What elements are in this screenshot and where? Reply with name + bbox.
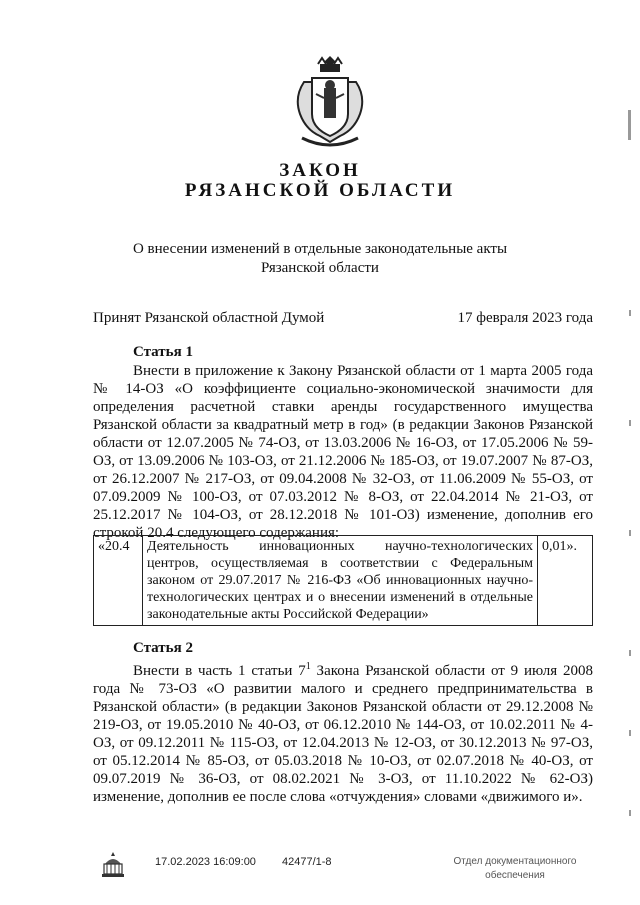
article2-body-end: Закона Рязанской области от 9 июля 2008 года № 73-ОЗ «О развитии малого и среднего предпринимательства в Рязанской области» (в редакции Законов Рязанской области от 29.12.2008 № 219-ОЗ, от 19.05.2010 № 40-ОЗ, от 06.12.2010 № 144-ОЗ, от 10.02.2011 № 4-ОЗ, от 09.12.2011 № 115-ОЗ, от 12.04.2013 № 12-ОЗ, от 30.12.2013 № 97-ОЗ, от 05.12.2014 № 85-ОЗ, от 05.03.2018 № 10-ОЗ, от 02.07.2018 № 40-ОЗ, от 09.07.2019 № 36-ОЗ, от 08.02.2021 № 3-ОЗ, от 11.10.2022 № 62-ОЗ) изменение, дополнив ее после слова «отчуждения» словами «движимого и». — [93, 663, 593, 805]
footer-doc-number: 42477/1-8 — [282, 856, 332, 868]
table-row — [94, 536, 593, 626]
article2-heading: Статья 2 — [133, 640, 193, 656]
department-stamp — [440, 855, 590, 883]
footer-timestamp: 17.02.2023 16:09:00 — [155, 856, 256, 868]
law-title-line2: РЯЗАНСКОЙ ОБЛАСТИ — [184, 180, 456, 201]
adoption-line — [93, 310, 593, 327]
scan-margin-marks — [626, 110, 634, 870]
law-title-line1: ЗАКОН — [279, 160, 361, 181]
article1-body: Внести в приложение к Закону Рязанской области от 1 марта 2005 года № 14-ОЗ «О коэффициенте социально-экономической значимости для определения расчетной ставки аренды государственного имущества Рязанской области за квадратный метр в год» (в редакции Законов Рязанской области от 12.07.2005 № 74-ОЗ, от 13.03.2006 № 16-ОЗ, от 17.05.2006 № 59-ОЗ, от 13.09.2006 № 103-ОЗ, от 21.12.2006 № 185-ОЗ, от 19.07.2007 № 87-ОЗ, от 26.12.2007 № 217-ОЗ, от 09.04.2008 № 32-ОЗ, от 11.06.2009 № 55-ОЗ, от 07.09.2009 № 100-ОЗ, от 07.03.2012 № 8-ОЗ, от 22.04.2014 № 21-ОЗ, от 25.12.2017 № 104-ОЗ, от 28.12.2018 № 101-ОЗ) изменение, дополнив его строкой 20.4 следующего содержания: — [93, 363, 593, 541]
row-coefficient: 0,01». — [538, 536, 593, 626]
article1-heading: Статья 1 — [133, 344, 193, 360]
article2-sup: 1 — [305, 661, 311, 672]
inserted-row-table — [93, 535, 593, 626]
adoption-date: 17 февраля 2023 года — [457, 310, 593, 326]
article2-body-start: Внести в часть 1 статьи 7 — [133, 663, 306, 679]
row-activity: Деятельность инновационных научно-технологических центров, осуществляемая в соответствии с Федеральным законом от 29.07.2017 № 216-ФЗ «Об инновационных научно-технологических центрах и о внесении изменений в отдельные законодательные акты Российской Федерации» — [143, 536, 538, 626]
duma-logo-icon — [101, 850, 125, 880]
stamp-line2: обеспечения — [485, 870, 545, 881]
stamp-line1: Отдел документационного — [453, 856, 577, 867]
article1-text — [93, 362, 593, 542]
row-number: «20.4 — [94, 536, 143, 626]
article2-text — [93, 658, 593, 806]
coat-of-arms-icon — [290, 52, 370, 152]
adopted-by: Принят Рязанской областной Думой — [93, 310, 325, 326]
law-subject: О внесении изменений в отдельные законодательные акты Рязанской области — [132, 241, 508, 276]
